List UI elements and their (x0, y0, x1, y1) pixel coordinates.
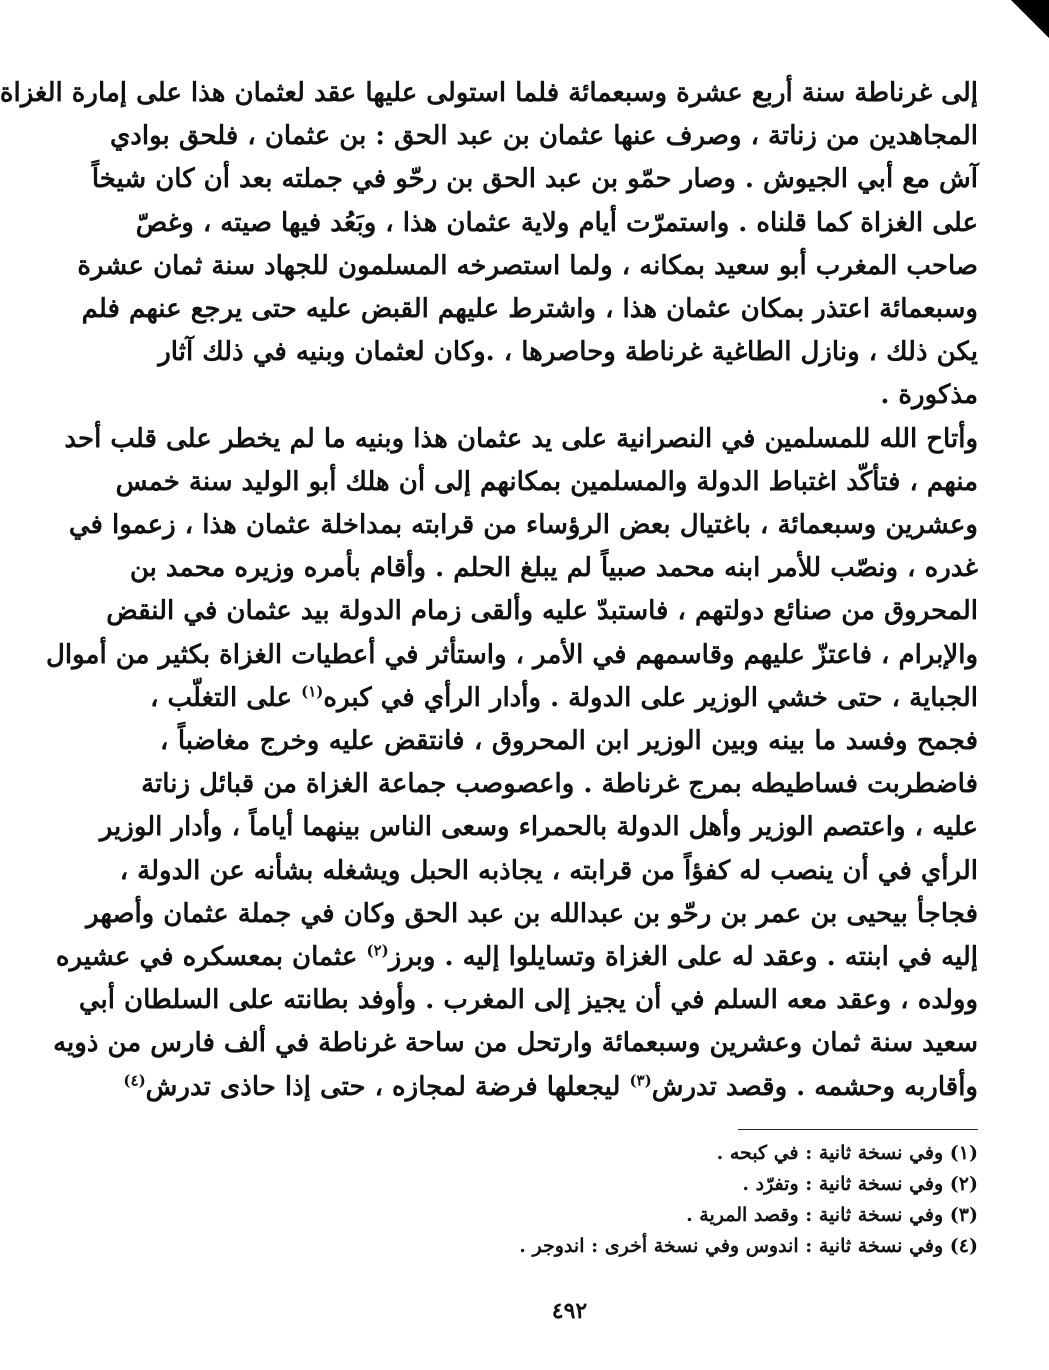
text-line: فجاجأ بيحيى بن عمر بن رحّو بن عبدالله بن عبد الحق وكان في جملة عثمان وأصهر (86, 898, 978, 929)
text-segment: عثمان بمعسكره في عشيره (55, 942, 358, 973)
text-segment: إليه في ابنته . وعقد له على الغزاة وتسايلوا إليه . وبرز (388, 942, 978, 973)
text-line: فاضطربت فساطيطه بمرج غرناطة . واعصوصب جماعة الغزاة من قبائل زناتة (141, 769, 978, 800)
text-line: فجمح وفسد ما بينه وبين الوزير ابن المحروق ، فانتقض عليه وخرج مغاضباً ، (160, 726, 978, 757)
text-line: عليه ، واعتصم الوزير وأهل الدولة بالحمراء وسعى الناس بينهما أياماً ، وأدار الوزير (99, 812, 978, 843)
main-text (0, 72, 978, 1109)
footnotes (160, 1138, 978, 1262)
text-line: الرأي في أن ينصب له كفؤاً من قرابته ، يجاذبه الحبل ويشغله بشأنه عن الدولة ، (119, 855, 978, 886)
footnote-item: (٤) وفي نسخة ثانية : اندوس وفي نسخة أخرى : اندوجر . (519, 1234, 978, 1257)
page-number: ٤٩٢ (551, 1298, 588, 1324)
text-line: صاحب المغرب أبو سعيد بمكانه ، ولما استصرخه المسلمون للجهاد سنة ثمان عشرة (77, 250, 978, 281)
text-segment: على التغلّب ، (150, 682, 293, 713)
footnote-ref-2[interactable]: (٢) (366, 941, 389, 960)
text-segment: ليجعلها فرضة لمجازه ، حتى إذا حاذى تدرش (145, 1071, 621, 1102)
page-content (0, 72, 978, 1262)
footnote-item: (١) وفي نسخة ثانية : في كبحه . (716, 1141, 978, 1164)
text-line (123, 1066, 978, 1109)
page-corner-mark (1011, 0, 1049, 38)
text-line: المحروق من صنائع دولتهم ، فاستبدّ عليه وألقى زمام الدولة بيد عثمان في النقض (106, 596, 978, 627)
text-line: وسبعمائة اعتذر بمكان عثمان هذا ، واشترط عليهم القبض عليه حتى يرجع عنهم فلم (81, 294, 978, 325)
text-line: والإبرام ، فاعتزّ عليهم وقاسمهم في الأمر ، واستأثر في أعطيات الغزاة بكثير من أموال (45, 639, 978, 670)
footnote-ref-3[interactable]: (٣) (629, 1071, 652, 1090)
text-segment: الجباية ، حتى خشي الوزير على الدولة . وأدار الرأي في كبره (323, 682, 978, 713)
text-line: مذكورة . (880, 380, 978, 411)
footnote-divider (738, 1129, 978, 1130)
text-line: وأتاح الله للمسلمين في النصرانية على يد عثمان هذا وبنيه ما لم يخطر على قلب أحد (64, 423, 978, 454)
text-line: منهم ، فتأكّد اغتباط الدولة والمسلمين بمكانهم إلى أن هلك أبو الوليد سنة خمس (115, 466, 978, 497)
text-line: وعشرين وسبعمائة ، باغتيال بعض الرؤساء من قرابته بمداخلة عثمان هذا ، زعموا في (68, 510, 978, 541)
text-line: وولده ، وعقد معه السلم في أن يجيز إلى المغرب . وأوفد بطانته على السلطان أبي (78, 985, 978, 1016)
text-line: آش مع أبي الجيوش . وصار حمّو بن عبد الحق بن رحّو في جملته بعد أن كان شيخاً (91, 164, 978, 195)
text-line (150, 677, 978, 720)
footnote-item: (٢) وفي نسخة ثانية : وتفرّد . (742, 1172, 978, 1195)
footnote-ref-1[interactable]: (١) (301, 682, 324, 701)
text-line: المجاهدين من زناتة ، وصرف عنها عثمان بن عبد الحق : بن عثمان ، فلحق بوادي (109, 121, 978, 152)
text-line: يكن ذلك ، ونازل الطاغية غرناطة وحاصرها ، .وكان لعثمان وبنيه في ذلك آثار (158, 337, 978, 368)
text-line: على الغزاة كما قلناه . واستمرّت أيام ولاية عثمان هذا ، وبَعُد فيها صيته ، وغصّ (135, 207, 978, 238)
text-line (55, 936, 978, 979)
footnote-item: (٣) وفي نسخة ثانية : وقصد المرية . (686, 1203, 978, 1226)
footnote-ref-4[interactable]: (٤) (123, 1071, 146, 1090)
text-line: غدره ، ونصّب للأمر ابنه محمد صبياً لم يبلغ الحلم . وأقام بأمره وزيره محمد بن (129, 553, 978, 584)
text-segment: وأقاربه وحشمه . وقصد تدرش (651, 1071, 978, 1102)
text-line: إلى غرناطة سنة أربع عشرة وسبعمائة فلما استولى عليها عقد لعثمان هذا على إمارة الغزاة (0, 78, 978, 108)
text-line: سعيد سنة ثمان وعشرين وسبعمائة وارتحل من ساحة غرناطة في ألف فارس من ذويه (53, 1028, 978, 1059)
